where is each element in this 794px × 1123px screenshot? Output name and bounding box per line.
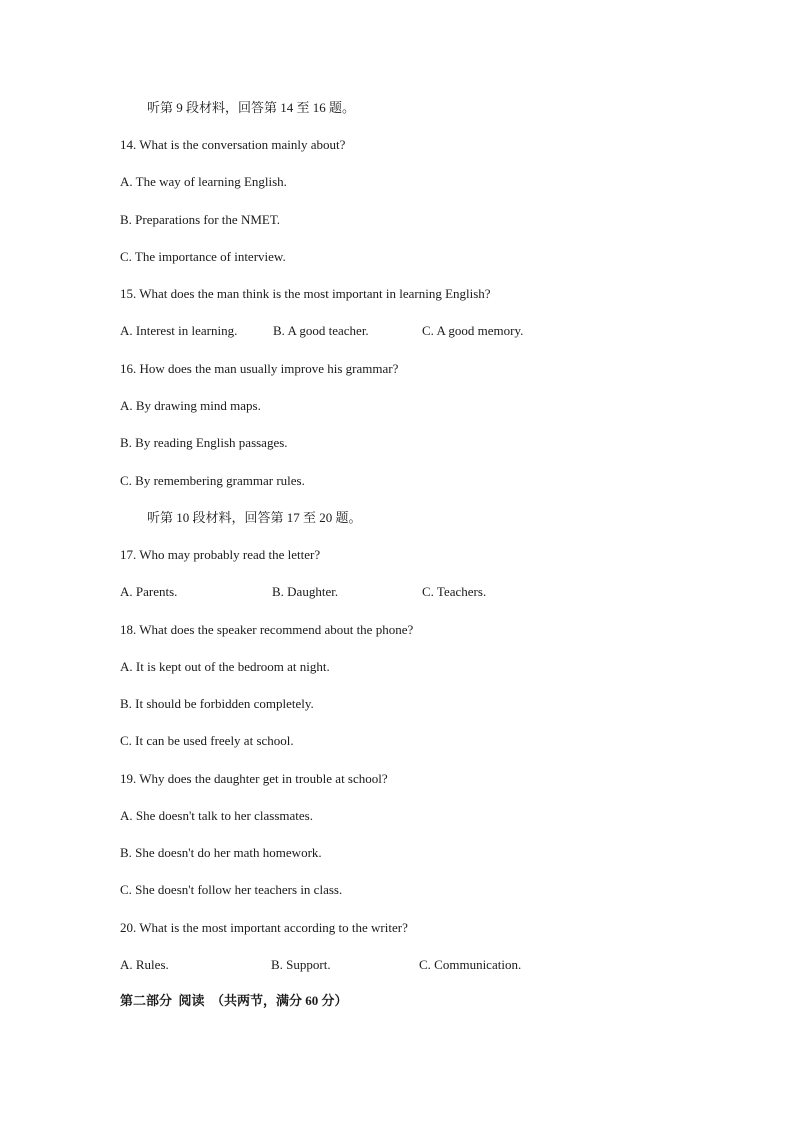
q18-option-c: C. It can be used freely at school. (120, 733, 294, 748)
section-10-heading: 听第 10 段材料，回答第 17 至 20 题。 (147, 510, 362, 525)
q19-option-c: C. She doesn't follow her teachers in class. (120, 882, 343, 897)
question-14: 14. What is the conversation mainly about? (120, 137, 346, 152)
part-2-heading: 第二部分 阅读 （共两节，满分 60 分） (120, 993, 348, 1008)
question-19: 19. Why does the daughter get in trouble at school? (120, 771, 388, 786)
section-9-heading: 听第 9 段材料，回答第 14 至 16 题。 (147, 100, 356, 115)
q17-option-a: A. Parents. (120, 584, 178, 599)
q14-option-c: C. The importance of interview. (120, 249, 286, 264)
q15-option-c: C. A good memory. (422, 323, 524, 338)
q17-option-c: C. Teachers. (422, 584, 487, 599)
q20-option-a: A. Rules. (120, 957, 169, 972)
question-16: 16. How does the man usually improve his grammar? (120, 361, 399, 376)
q17-option-b: B. Daughter. (272, 584, 339, 599)
question-15: 15. What does the man think is the most important in learning English? (120, 286, 491, 301)
q16-option-c: C. By remembering grammar rules. (120, 473, 305, 488)
q14-option-a: A. The way of learning English. (120, 174, 287, 189)
question-18: 18. What does the speaker recommend about the phone? (120, 622, 414, 637)
question-20: 20. What is the most important according to the writer? (120, 920, 408, 935)
q14-option-b: B. Preparations for the NMET. (120, 212, 281, 227)
q19-option-a: A. She doesn't talk to her classmates. (120, 808, 313, 823)
q20-option-c: C. Communication. (419, 957, 522, 972)
q18-option-b: B. It should be forbidden completely. (120, 696, 314, 711)
q20-option-b: B. Support. (271, 957, 331, 972)
q15-option-b: B. A good teacher. (273, 323, 369, 338)
q16-option-b: B. By reading English passages. (120, 435, 288, 450)
question-17: 17. Who may probably read the letter? (120, 547, 321, 562)
q15-option-a: A. Interest in learning. (120, 323, 238, 338)
q19-option-b: B. She doesn't do her math homework. (120, 845, 322, 860)
q18-option-a: A. It is kept out of the bedroom at night. (120, 659, 330, 674)
q16-option-a: A. By drawing mind maps. (120, 398, 261, 413)
